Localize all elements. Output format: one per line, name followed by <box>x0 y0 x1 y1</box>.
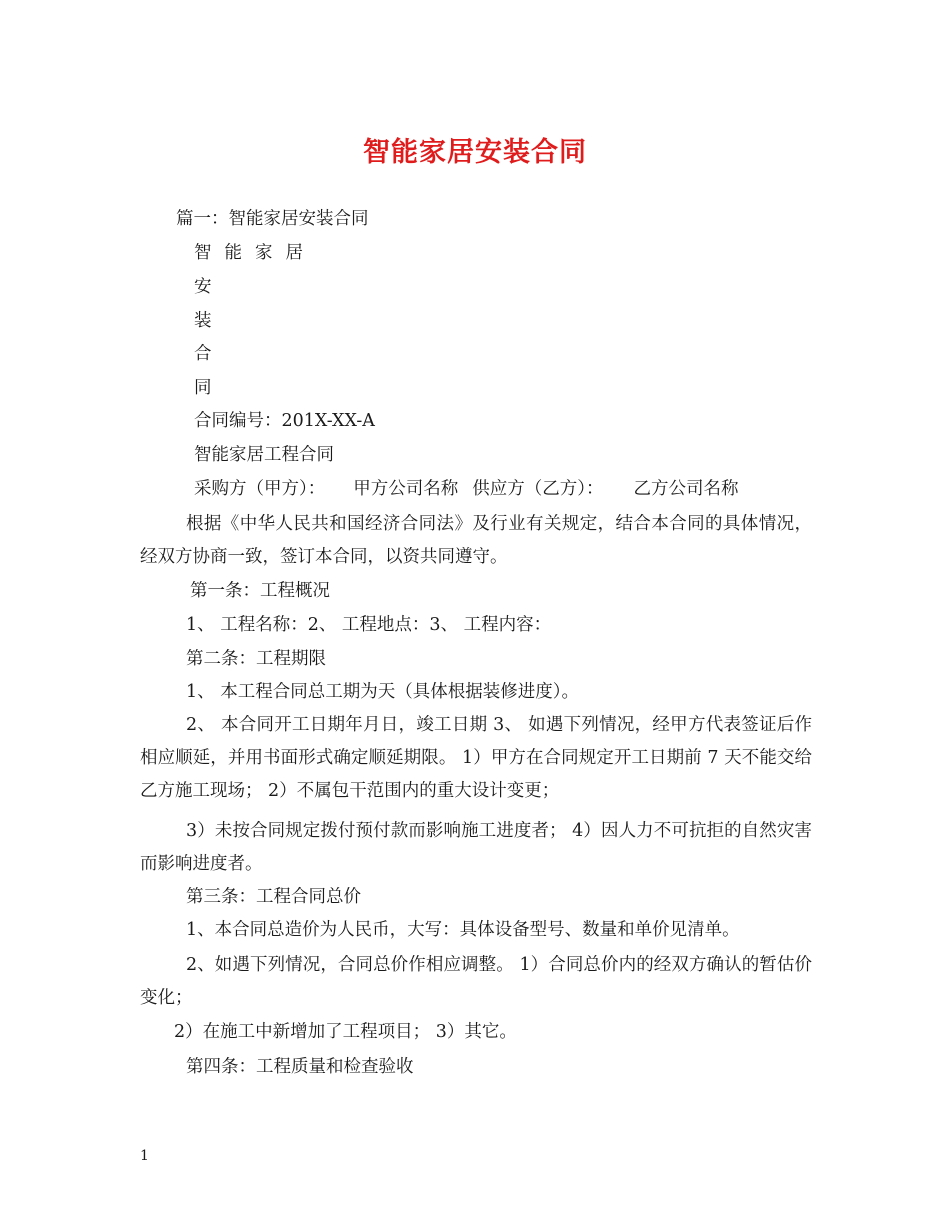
chapter-heading: 篇一：智能家居安装合同 <box>176 209 369 229</box>
article3-item3: 2）在施工中新增加了工程项目； 3）其它。 <box>174 1022 517 1042</box>
document-title: 智能家居安装合同 <box>363 137 587 168</box>
buyer-name: 甲方公司名称 <box>353 479 459 499</box>
seller-name: 乙方公司名称 <box>633 479 739 499</box>
article3-heading: 第三条：工程合同总价 <box>186 887 361 907</box>
article1-heading: 第一条：工程概况 <box>190 581 330 601</box>
preamble-paragraph: 根据《中华人民共和国经济合同法》及行业有关规定，结合本合同的具体情况，经双方协商一致，签订本合同，以资共同遵守。 <box>140 514 812 567</box>
buyer-label: 采购方（甲方）： <box>194 479 326 499</box>
article3-item1: 1、本合同总造价为人民币，大写：具体设备型号、数量和单价见清单。 <box>186 920 740 940</box>
contract-number: 合同编号：201X-XX-A <box>194 411 375 431</box>
article3-item2: 2、如遇下列情况，合同总价作相应调整。 1）合同总价内的经双方确认的暂估价变化； <box>140 955 812 1008</box>
contract-name: 智能家居工程合同 <box>194 445 334 465</box>
vertical-title-line1: 智能家居 <box>194 243 316 263</box>
vertical-title-char: 装 <box>194 311 212 331</box>
article2-heading: 第二条：工程期限 <box>186 649 326 669</box>
article4-heading: 第四条：工程质量和检查验收 <box>186 1057 414 1077</box>
article2-item3: 3）未按合同规定拨付预付款而影响施工进度者； 4）因人力不可抗拒的自然灾害而影响进度者。 <box>140 821 812 874</box>
seller-label: 供应方（乙方）： <box>472 479 604 499</box>
article2-item2: 2、 本合同开工日期年月日，竣工日期 3、 如遇下列情况，经甲方代表签证后作相应顺延，并用书面形式确定顺延期限。 1）甲方在合同规定开工日期前 7 天不能交给乙方施工现场； 2）不属包干范围内的重大设计变更； <box>140 715 812 801</box>
vertical-title-char: 同 <box>194 378 212 398</box>
article2-item1: 1、 本工程合同总工期为天（具体根据装修进度）。 <box>186 682 579 702</box>
parties-line <box>194 477 739 501</box>
vertical-title-char: 安 <box>194 277 212 297</box>
page-number: 1 <box>140 1148 149 1164</box>
vertical-title-char: 合 <box>194 344 212 364</box>
article1-items: 1、 工程名称：2、 工程地点：3、 工程内容： <box>186 615 552 635</box>
